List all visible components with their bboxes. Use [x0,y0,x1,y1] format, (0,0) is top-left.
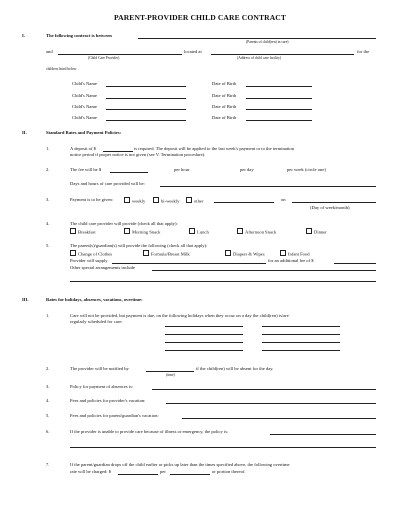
morning-snack-checkbox[interactable] [124,228,130,234]
formula-checkbox[interactable] [143,250,149,256]
payment-schedule-label: Payment is to be given: [70,197,114,202]
fee-field[interactable] [110,172,148,173]
dob-field[interactable] [246,86,312,87]
child-name-label: Child's Name [72,115,97,120]
dob-label: Date of Birth [212,115,237,120]
dob-label: Date of Birth [212,81,237,86]
breakfast-option[interactable] [70,228,96,235]
located-at-label: located at [184,49,202,54]
for-the-label: for the [357,49,370,54]
deposit-text: is required. The deposit will be applied to the last week's payment or to the termination [134,146,294,151]
provider-vacation-field[interactable] [166,403,376,404]
morning-snack-option[interactable] [124,228,160,235]
biweekly-checkbox[interactable] [153,197,159,203]
other-option[interactable] [186,197,203,204]
provider-supply-field[interactable] [112,263,266,264]
illness-policy-label: If the provider is unable to provide care because of illness or emergency, the policy is: [70,429,229,434]
item-number: 5. [46,413,50,418]
item-number: 4. [46,221,50,226]
section-1-heading: The following contract is between [46,33,112,38]
per-hour-option[interactable]: per hour [174,167,190,172]
facility-address-field[interactable] [211,54,354,55]
child-name-field[interactable] [106,109,186,110]
provider-field[interactable] [58,54,182,55]
provider-vacation-label: Fees and policies for provider's vacation: [70,398,146,403]
days-hours-field[interactable] [160,186,376,187]
diapers-option[interactable] [225,250,265,257]
holiday-field[interactable] [165,350,243,351]
parents-caption: (Parents of child(ren) in care) [246,40,289,44]
lunch-label: Lunch [197,229,209,235]
section-3-heading: Rates for holidays, absences, vacations, overtime: [46,297,143,302]
other-checkbox[interactable] [186,197,192,203]
item-number: 5. [46,243,50,248]
and-label: and [46,49,53,54]
additional-fee-label: for an additional fee of $ [268,258,314,263]
diapers-checkbox[interactable] [225,250,231,256]
dob-field[interactable] [246,98,312,99]
lunch-checkbox[interactable] [189,228,195,234]
provider-caption: (Child Care Provider) [88,56,120,60]
section-3-number: III. [22,297,29,302]
parents-field[interactable] [138,38,376,39]
breakfast-checkbox[interactable] [70,228,76,234]
overtime-rate-label: rate will be charged: $ [70,469,111,474]
child-name-field[interactable] [106,120,186,121]
biweekly-label: bi-weekly [161,198,180,204]
item-number: 6. [46,429,50,434]
dinner-option[interactable] [306,228,327,235]
item-number: 2. [46,366,50,371]
section-2-heading: Standard Rates and Payment Policies: [46,130,122,135]
infant-food-option[interactable] [280,250,310,257]
special-arrangements-field[interactable] [152,270,376,271]
illness-policy-field-2[interactable] [70,447,376,448]
children-listed-label: children listed below: [46,67,78,71]
notify-time-field[interactable] [146,371,194,372]
biweekly-option[interactable] [153,197,179,204]
days-hours-label: Days and hours of care provided will be: [70,181,145,186]
fee-label: The fee will be $ [70,167,102,172]
additional-fee-field[interactable] [334,263,376,264]
absence-policy-label: Policy for payment of absences is: [70,384,134,389]
dob-label: Date of Birth [212,93,237,98]
parent-supplies-label: The parent(s)/guardian(s) will provide the following (check all that apply): [70,243,208,248]
child-name-label: Child's Name [72,104,97,109]
absence-policy-field[interactable] [152,389,376,390]
overtime-label: If the parent/guardian drops off the child earlier or picks up later than the times specified above, the following overtime [70,462,290,467]
infant-food-label: Infant Food [288,251,310,257]
afternoon-snack-label: Afternoon Snack [245,229,277,235]
special-arrangements-label: Other special arrangements include [70,265,135,270]
weekly-option[interactable] [124,197,145,204]
parent-vacation-label: Fees and policies for parent/guardian's vacation: [70,413,159,418]
page-title: PARENT-PROVIDER CHILD CARE CONTRACT [113,13,287,22]
formula-option[interactable] [143,250,190,257]
deposit-text-2: notice period if proper notice is not given (see V. Termination procedure). [70,152,206,157]
dob-label: Date of Birth [212,104,237,109]
child-name-label: Child's Name [72,81,97,86]
day-week-month-caption: (Day of week/month) [310,205,350,210]
holiday-field[interactable] [262,342,340,343]
payment-day-field[interactable] [292,202,376,203]
overtime-unit-field[interactable] [170,474,210,475]
time-caption: (time) [166,373,175,377]
item-number: 2. [46,167,50,172]
child-name-field[interactable] [106,98,186,99]
illness-policy-field[interactable] [270,434,376,435]
provider-meals-label: The child care provider will provide (check all that apply): [70,221,178,226]
parent-vacation-field[interactable] [182,418,376,419]
overtime-portion-text: or portion thereof. [212,469,246,474]
item-number: 4. [46,398,50,403]
holiday-field[interactable] [262,334,340,335]
on-label: on [281,197,286,202]
provider-supply-label: Provider will supply [70,258,108,263]
dinner-checkbox[interactable] [306,228,312,234]
clothes-checkbox[interactable] [70,250,76,256]
section-1-number: I. [22,33,25,38]
holiday-field[interactable] [262,326,340,327]
holiday-field[interactable] [165,326,243,327]
weekly-label: weekly [132,198,146,204]
holiday-field[interactable] [262,350,340,351]
clothes-option[interactable] [70,250,112,257]
overtime-rate-field[interactable] [118,474,158,475]
afternoon-snack-checkbox[interactable] [237,228,243,234]
lunch-option[interactable] [189,228,209,235]
holidays-label-2: regularly scheduled for care: [70,319,123,324]
per-day-option[interactable]: per day [240,167,254,172]
holiday-field[interactable] [165,342,243,343]
child-name-label: Child's Name [72,93,97,98]
dob-field[interactable] [246,120,312,121]
item-number: 1. [46,146,50,151]
per-week-option[interactable]: per week (circle one) [287,167,326,172]
breakfast-label: Breakfast [78,229,96,235]
dinner-label: Dinner [314,229,327,235]
absence-notify-text: if the child(ren) will be absent for the day. [196,366,274,371]
other-schedule-field[interactable] [214,202,274,203]
holidays-label: Care will not be provided, but payment is due, on the following holidays when they occur on a day the child(ren) is/are [70,313,289,318]
overtime-per-label: per [160,469,166,474]
infant-food-checkbox[interactable] [280,250,286,256]
item-number: 3. [46,197,50,202]
morning-snack-label: Morning Snack [132,229,161,235]
absence-notify-label: The provider will be notified by [70,366,129,371]
dob-field[interactable] [246,109,312,110]
deposit-label: A deposit of $ [70,146,96,151]
child-name-field[interactable] [106,86,186,87]
special-arrangements-field-2[interactable] [70,281,376,282]
section-2-number: II. [22,130,27,135]
clothes-label: Change of Clothes [78,251,113,257]
item-number: 7. [46,462,50,467]
formula-label: Formula/Breast Milk [151,251,190,257]
holiday-field[interactable] [165,334,243,335]
weekly-checkbox[interactable] [124,197,130,203]
afternoon-snack-option[interactable] [237,228,276,235]
diapers-label: Diapers & Wipes [233,251,265,257]
address-caption: (Address of child care facility) [237,56,282,60]
item-number: 1. [46,313,50,318]
other-label: other [194,198,204,204]
item-number: 3. [46,384,50,389]
